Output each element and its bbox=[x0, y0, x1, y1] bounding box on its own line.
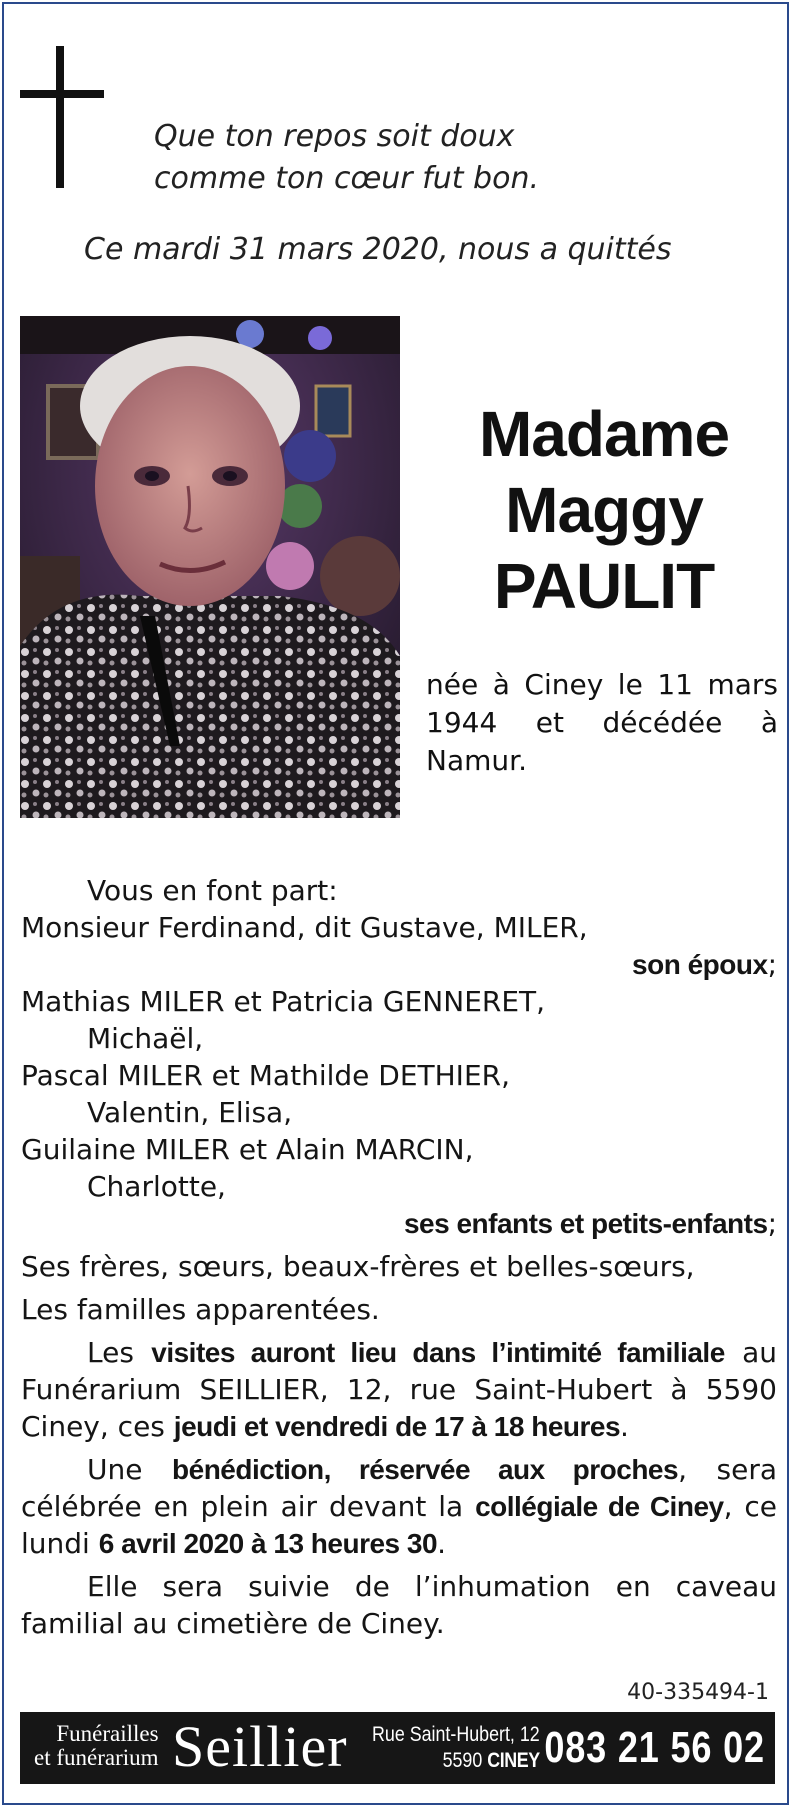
blessing-text-a: Une bbox=[87, 1453, 173, 1486]
announce-line: Vous en font part: bbox=[87, 874, 338, 907]
epitaph-line-2: comme ton cœur fut bon. bbox=[154, 161, 539, 196]
visits-text-e: . bbox=[620, 1410, 629, 1443]
spouse-role-line bbox=[21, 946, 777, 983]
portrait-photo bbox=[20, 316, 400, 818]
burial-paragraph: Elle sera suivie de l’inhumation en caveau familial au cimetière de Ciney. bbox=[21, 1570, 777, 1640]
funeral-home-banner bbox=[20, 1712, 775, 1784]
epitaph-line-1: Que ton repos soit doux bbox=[154, 119, 515, 154]
blessing-text-e: , ce lundi bbox=[21, 1490, 777, 1560]
blessing-paragraph bbox=[21, 1451, 777, 1562]
child-line-1: Mathias MILER et Patricia GENNERET, bbox=[21, 985, 546, 1018]
child-line-2: Pascal MILER et Mathilde DETHIER, bbox=[21, 1059, 510, 1092]
grandchild-line-2: Valentin, Elisa, bbox=[87, 1096, 293, 1129]
epitaph bbox=[154, 116, 754, 200]
children-role-line bbox=[21, 1205, 777, 1242]
blessing-text-f: 6 avril 2020 à 13 heures 30 bbox=[98, 1528, 438, 1559]
semicolon: ; bbox=[767, 1207, 777, 1240]
banner-phone: 083 21 56 02 bbox=[544, 1723, 765, 1772]
spouse-line: Monsieur Ferdinand, dit Gustave, MILER, bbox=[21, 911, 588, 944]
children-role: ses enfants et petits-enfants bbox=[403, 1208, 768, 1239]
banner-street: Rue Saint-Hubert, 12 bbox=[372, 1723, 540, 1746]
siblings-line: Ses frères, sœurs, beaux-frères et belles-sœurs, bbox=[21, 1250, 695, 1283]
child-line-3: Guilaine MILER et Alain MARCIN, bbox=[21, 1133, 474, 1166]
spouse-role: son époux bbox=[632, 949, 768, 980]
grandchild-line-3: Charlotte, bbox=[87, 1170, 226, 1203]
banner-services bbox=[34, 1722, 159, 1770]
blessing-text-c: , sera célébrée en plein air devant la bbox=[21, 1453, 777, 1523]
semicolon: ; bbox=[767, 948, 777, 981]
birth-death-details: née à Ciney le 11 mars 1944 et décédée à Namur. bbox=[426, 668, 778, 777]
blessing-text-g: . bbox=[437, 1527, 446, 1560]
banner-address bbox=[372, 1722, 540, 1774]
banner-postcode: 5590 bbox=[442, 1749, 483, 1772]
name-last: PAULIT bbox=[493, 550, 715, 622]
banner-brand: Seillier bbox=[172, 1714, 348, 1779]
obituary-page bbox=[2, 2, 789, 1805]
grandchild-line-1: Michaël, bbox=[87, 1022, 204, 1055]
deceased-name bbox=[424, 396, 784, 624]
announcement-body bbox=[21, 872, 777, 1642]
visits-text-c: au Funérarium SEILLIER, 12, rue Saint-Hubert à 5590 Ciney, ces bbox=[21, 1336, 778, 1443]
banner-line-1: Funérailles bbox=[56, 1721, 159, 1746]
reference-number: 40-335494-1 bbox=[627, 1680, 769, 1705]
visits-text-a: Les bbox=[87, 1336, 152, 1369]
visits-text-d: jeudi et vendredi de 17 à 18 heures bbox=[173, 1411, 621, 1442]
families-line: Les familles apparentées. bbox=[21, 1293, 380, 1326]
banner-line-2: et funérarium bbox=[34, 1745, 159, 1770]
banner-city: CINEY bbox=[487, 1749, 540, 1772]
visits-paragraph bbox=[21, 1334, 777, 1445]
blessing-text-d: collégiale de Ciney bbox=[475, 1491, 724, 1522]
blessing-text-b: bénédiction, réservée aux proches bbox=[172, 1454, 679, 1485]
name-first: Maggy bbox=[505, 474, 703, 546]
name-title: Madame bbox=[478, 398, 730, 470]
death-announcement: Ce mardi 31 mars 2020, nous a quittés bbox=[84, 232, 672, 267]
visits-text-b: visites auront lieu dans l’intimité familiale bbox=[151, 1337, 725, 1368]
